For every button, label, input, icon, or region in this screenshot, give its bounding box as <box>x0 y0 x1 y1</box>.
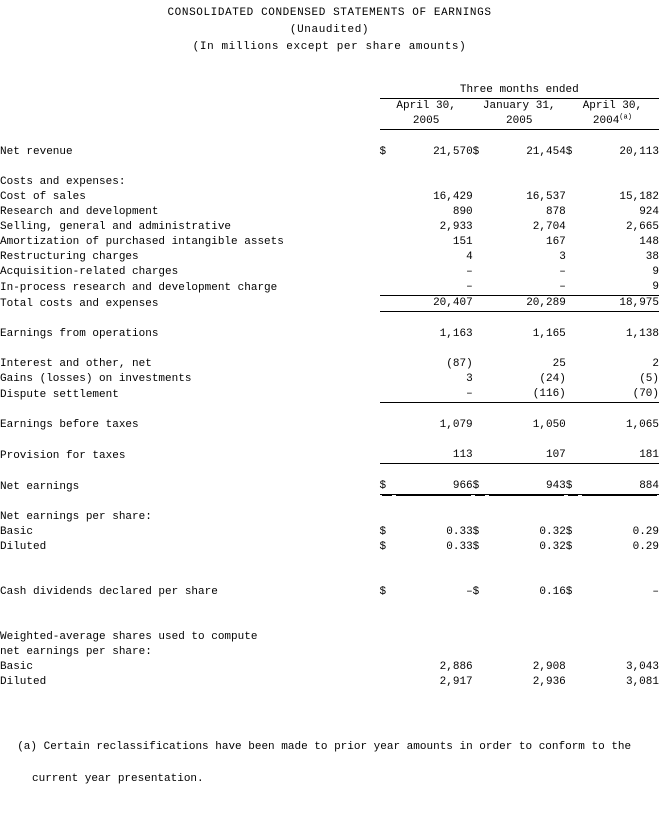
currency-symbol <box>566 327 580 342</box>
spacer-row <box>0 433 659 448</box>
currency-symbol <box>380 387 394 403</box>
spacer-row <box>0 600 659 615</box>
row-value-col1: 2,933 <box>439 221 473 233</box>
audit-status-label: (Unaudited) <box>289 24 370 36</box>
table-row-cost-of-sales <box>0 190 659 205</box>
row-value-col3: 884 <box>580 479 659 495</box>
table-row-eps-heading <box>0 510 659 525</box>
currency-symbol: $ <box>473 479 487 495</box>
currency-symbol <box>473 448 487 464</box>
row-value-col3: 3,081 <box>625 676 659 688</box>
column-header-year-3: 2004$^{(a)}$ <box>566 114 659 130</box>
period-group-label: Three months ended <box>380 83 659 99</box>
currency-symbol: $ <box>379 541 387 553</box>
spacer-row <box>0 570 659 585</box>
row-value-col2: 2,908 <box>532 661 566 673</box>
row-value-col2: – <box>487 280 566 296</box>
row-value-col1: 21,570 <box>433 146 473 158</box>
currency-symbol <box>473 357 487 372</box>
row-value-col3: 15,182 <box>619 191 659 203</box>
row-value-col3: 0.29 <box>632 541 659 553</box>
row-value-col2: 25 <box>552 358 566 370</box>
table-row-earnings-before-taxes <box>0 418 659 433</box>
currency-symbol: $ <box>565 526 573 538</box>
table-row-provision-for-taxes <box>0 448 659 464</box>
currency-symbol <box>380 675 394 690</box>
row-value-col2: 167 <box>545 236 566 248</box>
row-value-col2: 107 <box>487 448 566 464</box>
row-value-col2: 16,537 <box>526 191 566 203</box>
currency-symbol <box>473 190 487 205</box>
row-value-col3: 20,113 <box>619 146 659 158</box>
currency-symbol <box>380 418 394 433</box>
row-label: Amortization of purchased intangible assets <box>0 236 284 248</box>
units-label: (In millions except per share amounts) <box>192 41 467 53</box>
currency-symbol <box>566 448 580 464</box>
currency-symbol <box>566 675 580 690</box>
currency-symbol <box>380 280 394 296</box>
currency-symbol: $ <box>565 586 573 598</box>
section-heading: Net earnings per share: <box>0 511 152 523</box>
currency-symbol <box>566 250 580 265</box>
table-row-wavg-diluted <box>0 675 659 690</box>
row-value-col1: 20,407 <box>394 296 473 312</box>
currency-symbol <box>566 357 580 372</box>
row-value-col1: 16,429 <box>433 191 473 203</box>
currency-symbol <box>473 205 487 220</box>
spacer-row <box>0 464 659 480</box>
currency-symbol <box>473 327 487 342</box>
row-label: Basic <box>0 526 34 538</box>
row-value-col2: (116) <box>487 387 566 403</box>
row-label: Dispute settlement <box>0 388 119 401</box>
row-value-col2: 1,050 <box>532 419 566 431</box>
currency-symbol <box>473 660 487 675</box>
currency-symbol <box>566 372 580 387</box>
row-value-col3: 1,065 <box>625 419 659 431</box>
row-value-col3: 2 <box>652 358 659 370</box>
table-row-wavg-heading-line1 <box>0 630 659 645</box>
currency-symbol <box>380 235 394 250</box>
table-row-acquisition-related-charges <box>0 265 659 280</box>
currency-symbol <box>473 675 487 690</box>
currency-symbol: $ <box>379 526 387 538</box>
row-value-col3: (5) <box>639 373 659 385</box>
column-header-date-3: April 30, <box>582 100 643 112</box>
currency-symbol <box>473 265 487 280</box>
row-value-col2: 2,936 <box>532 676 566 688</box>
currency-symbol <box>473 250 487 265</box>
row-value-col1: (87) <box>446 358 473 370</box>
currency-symbol <box>380 327 394 342</box>
currency-symbol: $ <box>472 586 480 598</box>
table-row-eps-diluted <box>0 540 659 555</box>
currency-symbol <box>473 235 487 250</box>
row-value-col2: 1,165 <box>532 328 566 340</box>
currency-symbol <box>473 387 487 403</box>
table-row-net-earnings <box>0 479 659 495</box>
currency-symbol <box>566 235 580 250</box>
table-row-amortization-intangibles <box>0 235 659 250</box>
currency-symbol: $ <box>379 586 387 598</box>
row-label: Acquisition-related charges <box>0 266 179 278</box>
row-value-col1: 966 <box>394 479 473 495</box>
spacer-row <box>0 615 659 630</box>
currency-symbol <box>380 296 394 312</box>
table-row-interest-and-other-net <box>0 357 659 372</box>
currency-symbol <box>380 220 394 235</box>
currency-symbol <box>566 660 580 675</box>
header-spacer <box>0 114 380 130</box>
row-value-col1: – <box>394 280 473 296</box>
currency-symbol <box>473 372 487 387</box>
row-label: Research and development <box>0 206 159 218</box>
row-value-col3: 9 <box>580 280 659 296</box>
column-header-year-2: 2005 <box>473 114 566 130</box>
row-label: Diluted <box>0 676 47 688</box>
table-row-total-costs-expenses <box>0 296 659 312</box>
table-row-net-revenue <box>0 145 659 160</box>
document-title-block <box>0 0 659 53</box>
currency-symbol <box>380 205 394 220</box>
currency-symbol <box>566 296 580 312</box>
currency-symbol <box>380 372 394 387</box>
currency-symbol <box>380 448 394 464</box>
row-label: Restructuring charges <box>0 251 139 263</box>
row-value-col3: 38 <box>645 251 659 263</box>
section-heading: Weighted-average shares used to compute <box>0 631 258 643</box>
row-label: Selling, general and administrative <box>0 221 232 233</box>
spacer-row <box>0 130 659 146</box>
spacer-row <box>0 495 659 511</box>
row-label: Gains (losses) on investments <box>0 373 192 385</box>
currency-symbol: $ <box>565 146 573 158</box>
row-label: Provision for taxes <box>0 449 126 462</box>
currency-symbol: $ <box>472 541 480 553</box>
header-group-row <box>0 83 659 99</box>
spacer-row <box>0 160 659 175</box>
footnote-mark: (a) <box>17 741 38 753</box>
footnote-block <box>4 723 644 803</box>
row-label: Earnings before taxes <box>0 419 139 431</box>
table-row-in-process-rd-charge <box>0 280 659 296</box>
row-value-col3: 148 <box>639 236 659 248</box>
header-dates-row-1 <box>0 99 659 115</box>
table-row-research-development <box>0 205 659 220</box>
row-value-col1: – <box>466 266 473 278</box>
row-value-col1: 0.33 <box>446 541 473 553</box>
row-value-col3: 2,665 <box>625 221 659 233</box>
column-header-date-1: April 30, <box>396 100 456 112</box>
spacer-row <box>0 403 659 419</box>
section-heading: Costs and expenses: <box>0 176 126 188</box>
row-value-col1: 2,886 <box>439 661 473 673</box>
table-row-costs-heading <box>0 175 659 190</box>
row-value-col2: 0.32 <box>539 541 566 553</box>
currency-symbol: $ <box>380 479 394 495</box>
currency-symbol: $ <box>472 526 480 538</box>
row-value-col3: 924 <box>639 206 659 218</box>
spacer-row <box>0 342 659 357</box>
row-value-col1: 0.33 <box>446 526 473 538</box>
currency-symbol: $ <box>379 146 387 158</box>
header-dates-row-2 <box>0 114 659 130</box>
table-row-cash-dividends <box>0 585 659 600</box>
header-spacer <box>0 83 380 99</box>
currency-symbol: $ <box>472 146 480 158</box>
currency-symbol <box>566 220 580 235</box>
section-heading-continued: net earnings per share: <box>0 646 152 658</box>
currency-symbol <box>473 280 487 296</box>
row-label: Basic <box>0 661 34 673</box>
table-row-eps-basic <box>0 525 659 540</box>
row-value-col3: 0.29 <box>632 526 659 538</box>
row-value-col2: 21,454 <box>526 146 566 158</box>
row-value-col3: 9 <box>652 266 659 278</box>
currency-symbol <box>473 418 487 433</box>
row-value-col2: 0.16 <box>539 586 566 598</box>
row-value-col2: (24) <box>539 373 566 385</box>
row-value-col1: 113 <box>394 448 473 464</box>
table-row-dispute-settlement <box>0 387 659 403</box>
earnings-statement-table <box>0 83 659 690</box>
row-label: Cost of sales <box>0 191 86 203</box>
row-value-col3: (70) <box>580 387 659 403</box>
row-value-col2: 878 <box>545 206 566 218</box>
footnote-marker-icon: (a) <box>619 113 632 122</box>
row-value-col1: 4 <box>466 251 473 263</box>
row-value-col2: 2,704 <box>532 221 566 233</box>
row-value-col1: 1,079 <box>439 419 473 431</box>
table-row-wavg-basic <box>0 660 659 675</box>
currency-symbol <box>380 660 394 675</box>
column-header-date-2: January 31, <box>482 100 556 112</box>
row-label: Net revenue <box>0 146 73 158</box>
row-value-col2: 943 <box>487 479 566 495</box>
currency-symbol <box>566 205 580 220</box>
page-title: CONSOLIDATED CONDENSED STATEMENTS OF EARNINGS <box>167 7 492 19</box>
table-row-selling-general-admin <box>0 220 659 235</box>
currency-symbol: $ <box>566 479 580 495</box>
row-value-col2: 20,289 <box>487 296 566 312</box>
header-spacer <box>0 99 380 115</box>
row-value-col3: 181 <box>580 448 659 464</box>
currency-symbol <box>566 190 580 205</box>
column-header-year-1: 2005 <box>380 114 473 130</box>
row-value-col1: 3 <box>466 373 473 385</box>
currency-symbol <box>566 280 580 296</box>
footnote-text-line2: current year presentation. <box>32 773 204 785</box>
currency-symbol <box>380 265 394 280</box>
table-row-wavg-heading-line2 <box>0 645 659 660</box>
spacer-row <box>0 555 659 570</box>
row-value-col1: 2,917 <box>439 676 473 688</box>
currency-symbol <box>380 357 394 372</box>
table-row-restructuring-charges <box>0 250 659 265</box>
table-row-gains-losses-investments <box>0 372 659 387</box>
row-value-col1: – <box>394 387 473 403</box>
table-row-earnings-from-operations <box>0 327 659 342</box>
row-value-col3: 18,975 <box>580 296 659 312</box>
currency-symbol: $ <box>565 541 573 553</box>
footnote-text-line1: Certain reclassifications have been made to prior year amounts in order to conform to the <box>43 741 632 753</box>
row-value-col3: – <box>652 586 659 598</box>
currency-symbol <box>380 250 394 265</box>
row-label: Net earnings <box>0 480 80 493</box>
row-value-col1: 890 <box>452 206 473 218</box>
row-label: Interest and other, net <box>0 358 152 370</box>
row-label: Diluted <box>0 541 47 553</box>
row-value-col1: 151 <box>452 236 473 248</box>
row-label: Total costs and expenses <box>0 297 159 310</box>
row-value-col1: – <box>466 586 473 598</box>
row-value-col2: 0.32 <box>539 526 566 538</box>
currency-symbol <box>566 265 580 280</box>
currency-symbol <box>473 296 487 312</box>
row-label: In-process research and development charge <box>0 281 278 294</box>
row-value-col3: 3,043 <box>625 661 659 673</box>
row-label: Earnings from operations <box>0 328 159 340</box>
currency-symbol <box>380 190 394 205</box>
row-value-col2: 3 <box>559 251 566 263</box>
currency-symbol <box>473 220 487 235</box>
currency-symbol <box>566 387 580 403</box>
row-value-col1: 1,163 <box>439 328 473 340</box>
spacer-row <box>0 312 659 328</box>
row-value-col2: – <box>559 266 566 278</box>
row-label: Cash dividends declared per share <box>0 586 218 598</box>
currency-symbol <box>566 418 580 433</box>
row-value-col3: 1,138 <box>625 328 659 340</box>
